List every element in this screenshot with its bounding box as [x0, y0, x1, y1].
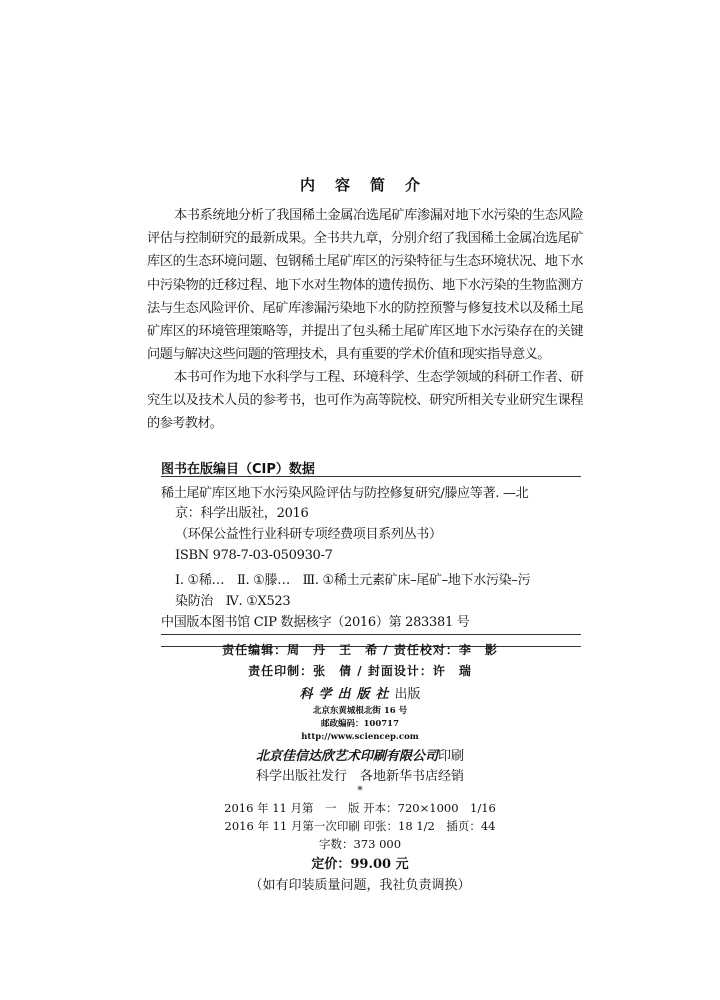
cip-isbn: ISBN 978-7-03-050930-7	[175, 548, 333, 563]
publisher-line	[0, 683, 720, 702]
summary-title: 内容简介	[299, 176, 440, 194]
printer-line	[0, 745, 720, 764]
separator-star: *	[357, 784, 363, 797]
publisher-suffix: 出版	[394, 687, 421, 702]
publisher-postcode: 邮政编码：100717	[321, 719, 399, 729]
cip-record-number: 中国版本图书馆 CIP 数据核字（2016）第 283381 号	[161, 615, 470, 630]
cip-bibliographic-line-1: 稀土尾矿库区地下水污染风险评估与防控修复研究/滕应等著. —北	[161, 486, 529, 501]
exchange-note: （如有印装质量问题，我社负责调换）	[249, 878, 471, 893]
cip-subjects-line-2: 染防治 Ⅳ. ①X523	[175, 594, 291, 609]
summary-paragraph-1: 本书系统地分析了我国稀土金属冶选尾矿库渗漏对地下水污染的生态风险评估与控制研究的最新成果。全书共九章，分别介绍了我国稀土金属冶选尾矿库区的生态环境问题、包钢稀土尾矿库区的污染特征与生态环境状况、地下水中污染物的迁移过程、地下水对生物体的遗传损伤、地下水污染的生物监测方法与生态风险评价、尾矿库渗漏污染地下水的防控预警与修复技术以及稀土尾矿库区的环境管理策略等，并提出了包头稀土尾矿库区地下水污染存在的关键问题与解决这些问题的管理技术，具有重要的学术价值和现实指导意义。	[147, 208, 583, 363]
distribution-line: 科学出版社发行 各地新华书店经销	[255, 769, 464, 784]
printer-name: 北京佳信达欣艺术印刷有限公司	[255, 749, 438, 764]
summary-paragraph-2: 本书可作为地下水科学与工程、环境科学、生态学领域的科研工作者、研究生以及技术人员的参考书，也可作为高等院校、研究所相关专业研究生课程的参考教材。	[147, 370, 583, 432]
cip-heading: 图书在版编目（CIP）数据	[161, 462, 315, 477]
edition-line-2: 2016 年 11 月第一次印刷 印张：18 1/2 插页：44	[224, 819, 496, 833]
imprint-rule-1	[161, 634, 581, 635]
edition-line-1: 2016 年 11 月第 一 版 开本：720×1000 1/16	[224, 801, 496, 815]
printer-suffix: 印刷	[438, 749, 465, 764]
publisher-address: 北京东黄城根北街 16 号	[312, 706, 408, 716]
price: 定价：99.00 元	[311, 857, 409, 872]
cip-series: （环保公益性行业科研专项经费项目系列丛书）	[175, 527, 442, 542]
word-count: 字数：373 000	[318, 837, 402, 851]
publisher-website: http://www.sciencep.com	[301, 732, 419, 742]
editorial-staff-line-1: 责任编辑：周 丹 王 希 / 责任校对：李 影	[222, 643, 498, 657]
cip-subjects-line-1: Ⅰ. ①稀… Ⅱ. ①滕… Ⅲ. ①稀土元素矿床–尾矿–地下水污染–污	[175, 573, 531, 588]
cip-top-rule	[161, 476, 581, 477]
cip-bibliographic-line-2: 京：科学出版社，2016	[175, 506, 309, 521]
publisher-name: 科学出版社	[299, 687, 395, 702]
editorial-staff-line-2: 责任印制：张 倩 / 封面设计：许 瑞	[248, 664, 472, 678]
